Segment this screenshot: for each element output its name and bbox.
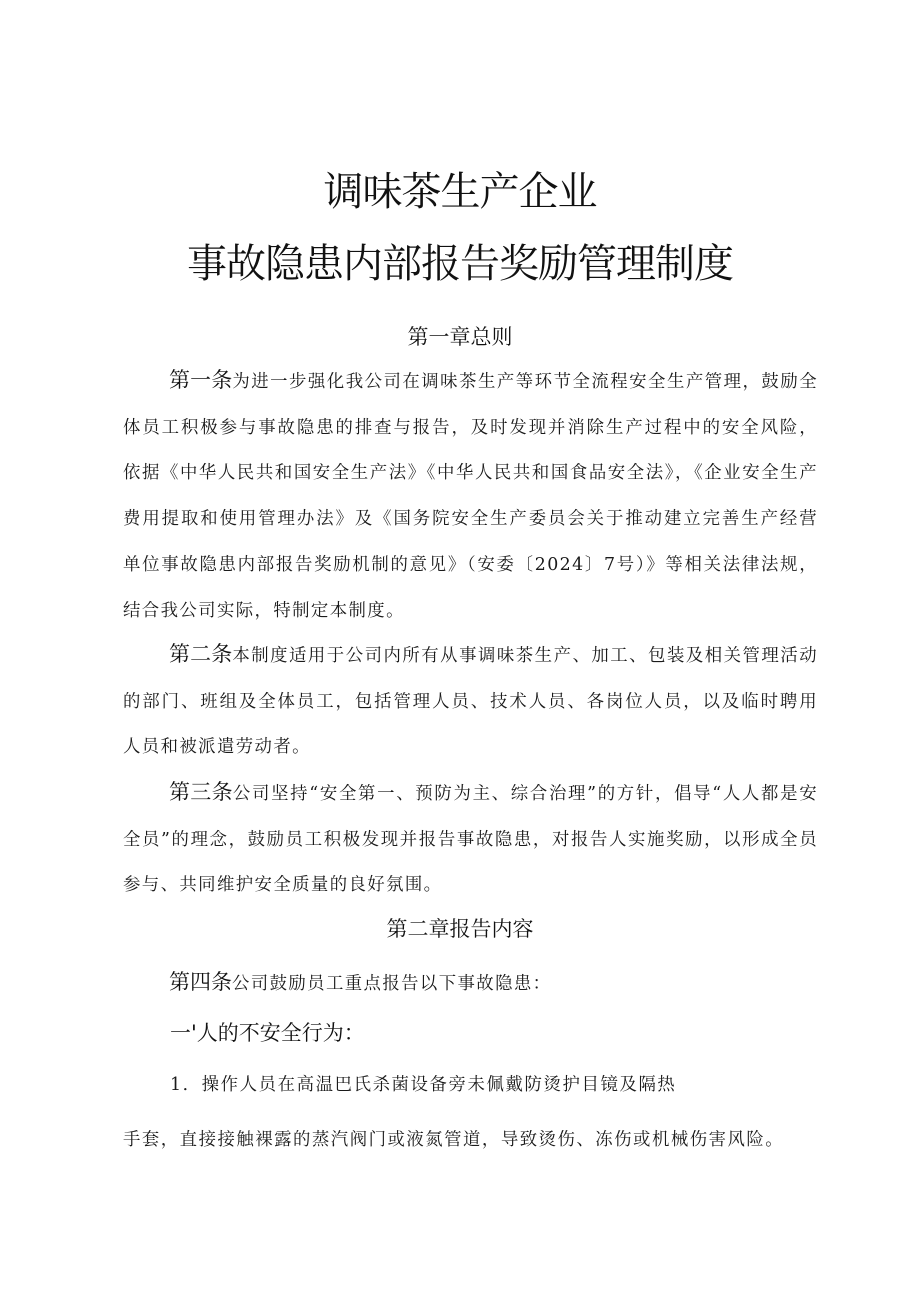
list-item-1-continued: 手套，直接接触裸露的蒸汽阀门或液氮管道，导致烫伤、冻伤或机械伤害风险。 xyxy=(123,1130,785,1150)
document-title-line2: 事故隐患内部报告奖励管理制度 xyxy=(187,241,733,287)
article-3 xyxy=(123,770,818,909)
chapter-heading-2: 第二章报告内容 xyxy=(386,917,534,941)
article-label: 第四条 xyxy=(169,970,232,994)
article-text: 公司鼓励员工重点报告以下事故隐患： xyxy=(232,974,552,994)
document-title-line1: 调味茶生产企业 xyxy=(323,169,597,215)
article-label: 第三条 xyxy=(169,780,233,804)
chapter-heading-1: 第一章总则 xyxy=(407,325,513,349)
article-text: 为进一步强化我公司在调味茶生产等环节全流程安全生产管理，鼓励全体员工积极参与事故隐患的排查与报告，及时发现并消除生产过程中的安全风险，依据《中华人民共和国安全生产法》《中华人民共和国食品安全法》，《企业安全生产费用提取和使用管理办法》及《国务院安全生产委员会关于推动建立完善生产经营单位事故隐患内部报告奖励机制的意见》（安委〔2024〕7号）》等相关法律法规，结合我公司实际，特制定本制度。 xyxy=(123,372,819,621)
list-item-1: 1．操作人员在高温巴氏杀菌设备旁未佩戴防烫护目镜及隔热 xyxy=(170,1075,677,1095)
article-2 xyxy=(123,632,818,771)
article-label: 第一条 xyxy=(169,368,233,392)
article-4 xyxy=(123,960,818,1008)
article-label: 第二条 xyxy=(169,642,233,666)
subsection-heading: 一'人的不安全行为： xyxy=(170,1021,365,1045)
article-text: 公司坚持“安全第一、预防为主、综合治理”的方针，倡导“人人都是安全员”的理念，鼓励员工积极发现并报告事故隐患，对报告人实施奖励，以形成全员参与、共同维护安全质量的良好氛围。 xyxy=(123,784,818,896)
article-1 xyxy=(123,358,818,634)
article-text: 本制度适用于公司内所有从事调味茶生产、加工、包装及相关管理活动的部门、班组及全体员工，包括管理人员、技术人员、各岗位人员，以及临时聘用人员和被派遣劳动者。 xyxy=(123,646,819,758)
